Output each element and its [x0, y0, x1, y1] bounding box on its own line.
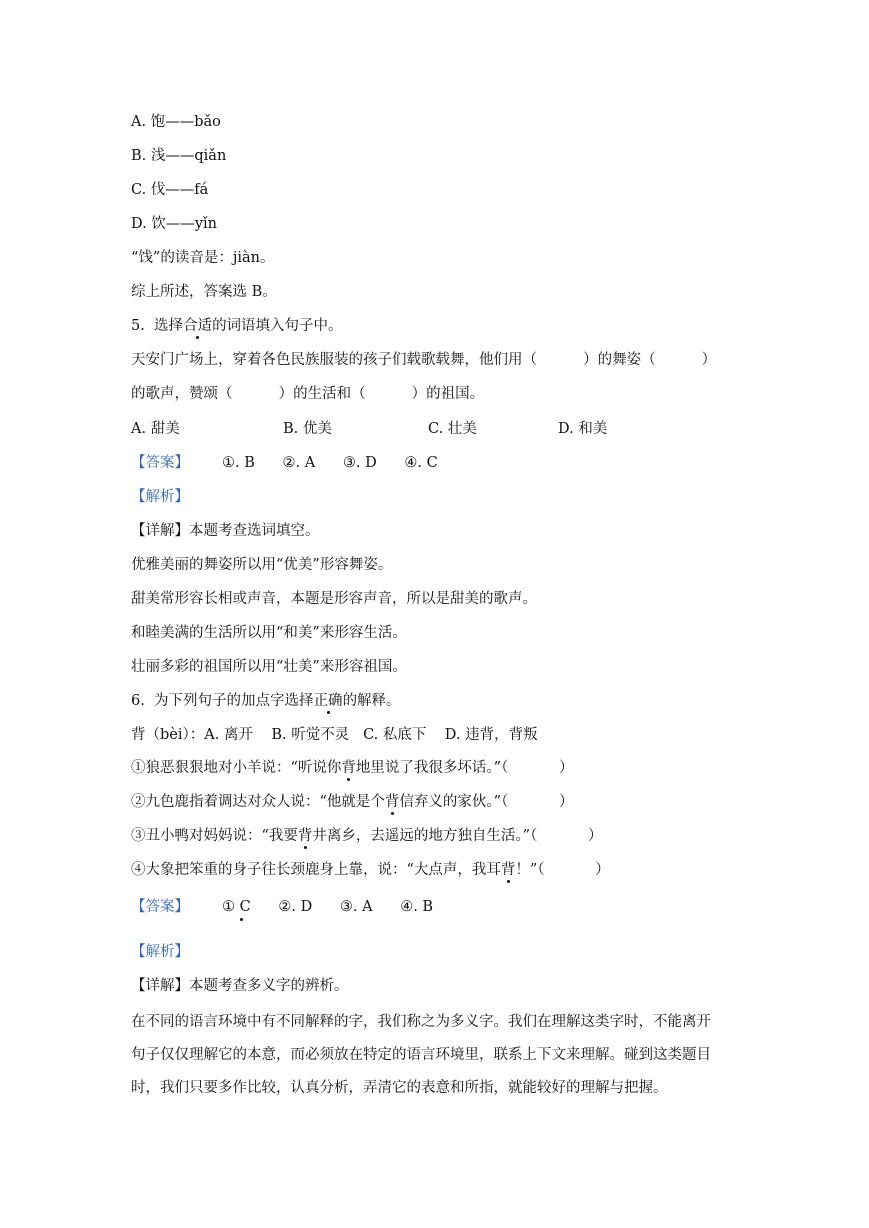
- detail-line-1: 优雅美丽的舞姿所以用“优美”形容舞姿。: [131, 557, 393, 573]
- paragraph-line-2: 句子仅仅理解它的本意，而必须放在特定的语言环境里，联系上下文来理解。碰到这类题目: [131, 1047, 711, 1063]
- definition-line: 背（bèi）：A. 离开 B. 听觉不灵 C. 私底下 D. 违背，背叛: [131, 727, 538, 743]
- sentence-3-text-end: 井离乡，去遥远的地方独自生活。”（ ）: [312, 828, 603, 844]
- choice-b: B. 优美: [283, 421, 332, 437]
- sentence-3: [131, 826, 603, 846]
- answer-label: 【答案】: [131, 899, 189, 915]
- detail-line-3: 和睦美满的生活所以用“和美”来形容生活。: [131, 625, 407, 641]
- option-c: C. 伐——fá: [131, 182, 209, 198]
- option-a: A. 饱——bǎo: [131, 114, 221, 130]
- sentence-1-text-end: 地里说了我很多坏话。”（ ）: [355, 760, 574, 776]
- detail-line-2: 甜美常形容长相或声音，本题是形容声音，所以是甜美的歌声。: [131, 591, 537, 607]
- detail-line: 【详解】本题考查选词填空。: [131, 523, 320, 539]
- sentence-1: [131, 758, 574, 778]
- sentence-2-text: ②九色鹿指着调达对众人说：“他就是个: [131, 794, 385, 810]
- paragraph-line-3: 时，我们只要多作比较，认真分析，弄清它的表意和所指，就能较好的理解与把握。: [131, 1080, 668, 1096]
- paragraph-line-1: 在不同的语言环境中有不同解释的字，我们称之为多义字。我们在理解这类字时，不能离开: [131, 1014, 711, 1030]
- analysis-label: 【解析】: [131, 489, 189, 505]
- question-6-text: 6. 为下列句子的加点字选择: [131, 693, 314, 709]
- option-d: D. 饮——yǐn: [131, 216, 217, 232]
- sentence-4: [131, 860, 610, 880]
- stray-dot: [240, 918, 243, 921]
- question-6-title: [131, 691, 401, 711]
- sentence-2: [131, 792, 574, 812]
- emphasis-word: 正确: [313, 693, 343, 709]
- emphasis-word: 合适: [183, 318, 213, 334]
- option-b: B. 浅——qiǎn: [131, 148, 227, 164]
- question-5-sentence-cont: 的歌声，赞颂（ ）的生活和（ ）的祖国。: [131, 386, 485, 402]
- sentence-4-text: ④大象把笨重的身子往长颈鹿身上靠，说：“大点声，我耳: [131, 862, 501, 878]
- sentence-1-text: ①狼恶狠狠地对小羊说：“听说你: [131, 760, 342, 776]
- emphasis-char: 背: [500, 862, 516, 878]
- detail-line-4: 壮丽多彩的祖国所以用“壮美”来形容祖国。: [131, 659, 407, 675]
- detail-line: 【详解】本题考查多义字的辨析。: [131, 978, 349, 994]
- question-5-text-end: 的词语填入句子中。: [212, 318, 343, 334]
- emphasis-char: 背: [297, 828, 313, 844]
- explanation-line: “饯”的读音是：jiàn。: [131, 250, 275, 266]
- question-5-text: 5. 选择: [131, 318, 184, 334]
- question-6-text-end: 的解释。: [342, 693, 401, 709]
- choice-d: D. 和美: [558, 421, 608, 437]
- sentence-4-text-end: ！”（ ）: [515, 862, 610, 878]
- sentence-3-text: ③丑小鸭对妈妈说：“我要: [131, 828, 298, 844]
- choice-a: A. 甜美: [131, 421, 180, 437]
- question-5-sentence: 天安门广场上，穿着各色民族服装的孩子们载歌载舞，他们用（ ）的舞姿（ ）: [131, 352, 717, 368]
- answer-label: 【答案】: [131, 455, 189, 471]
- emphasis-char: 背: [384, 794, 400, 810]
- conclusion-line: 综上所述，答案选 B。: [131, 284, 277, 300]
- sentence-2-text-end: 信弃义的家伙。”（ ）: [399, 794, 574, 810]
- answer-values: ① C ②. D ③. A ④. B: [222, 899, 434, 915]
- emphasis-char: 背: [341, 760, 356, 776]
- answer-values: ①. B ②. A ③. D ④. C: [222, 455, 438, 471]
- choice-c: C. 壮美: [428, 421, 477, 437]
- question-5-title: [131, 316, 343, 336]
- analysis-label: 【解析】: [131, 944, 189, 960]
